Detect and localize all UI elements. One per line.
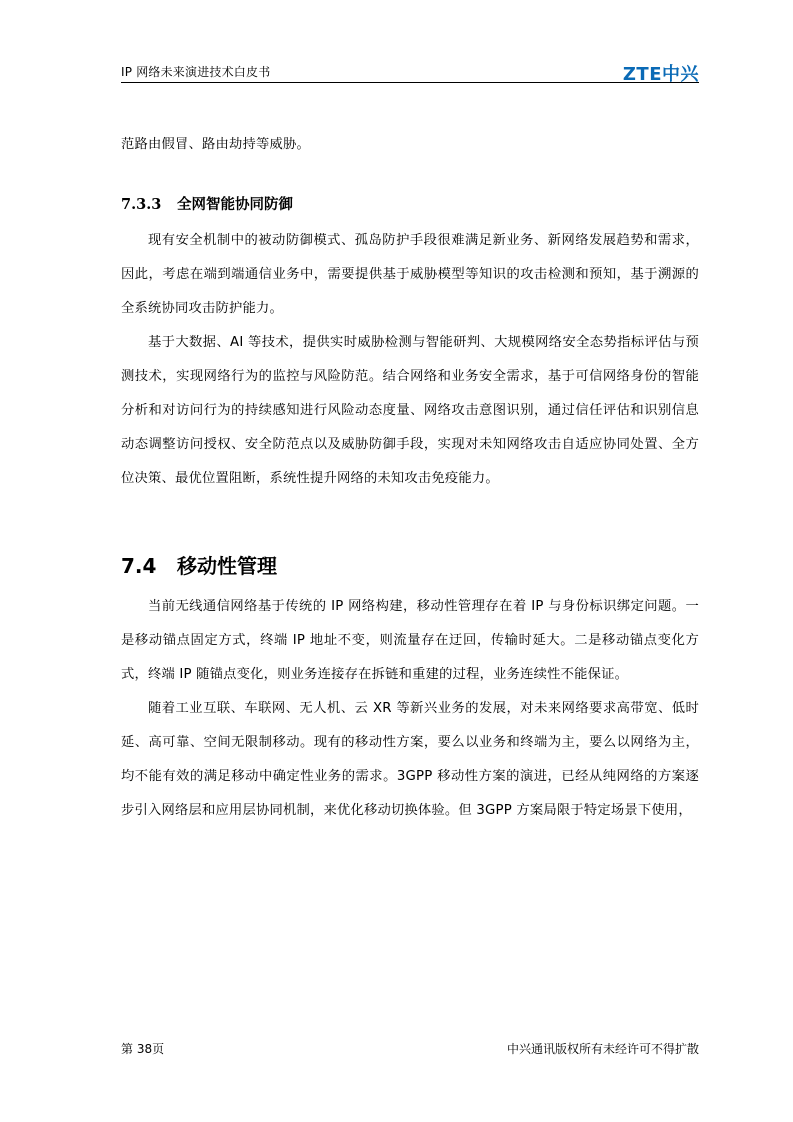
section-title: 移动性管理 xyxy=(177,554,277,578)
section-heading-7-3-3 xyxy=(121,188,699,222)
paragraph: 基于大数据、AI 等技术，提供实时威胁检测与智能研判、大规模网络安全态势指标评估与预测技术，实现网络行为的监控与风险防范。结合网络和业务安全需求，基于可信网络身份的智能分析和对访问行为的持续感知进行风险动态度量、网络攻击意图识别，通过信任评估和识别信息动态调整访问授权、安全防范点以及威胁防御手段，实现对未知网络攻击自适应协同处置、全方位决策、最优位置阻断，系统性提升网络的未知攻击免疫能力。 xyxy=(121,335,699,486)
paragraph: 当前无线通信网络基于传统的 IP 网络构建，移动性管理存在着 IP 与身份标识绑定问题。一是移动锚点固定方式，终端 IP 地址不变，则流量存在迂回，传输时延大。二是移动锚点变化方式，终端 IP 随锚点变化，则业务连接存在拆链和重建的过程，业务连续性不能保证。 xyxy=(121,599,699,682)
zte-logo: ZTE中兴 xyxy=(622,64,699,85)
page-number: 第 38页 xyxy=(121,1042,165,1056)
section-number: 7.4 xyxy=(121,554,157,578)
paragraph: 随着工业互联、车联网、无人机、云 XR 等新兴业务的发展，对未来网络要求高带宽、低时延、高可靠、空间无限制移动。现有的移动性方案，要么以业务和终端为主，要么以网络为主，均不能有效的满足移动中确定性业务的需求。3GPP 移动性方案的演进，已经从纯网络的方案逐步引入网络层和应用层协同机制，来优化移动切换体验。但 3GPP 方案局限于特定场景下使用， xyxy=(121,701,699,818)
continuation-paragraph: 范路由假冒、路由劫持等威胁。 xyxy=(121,137,310,152)
header-divider xyxy=(121,82,699,83)
section-number: 7.3.3 xyxy=(121,196,162,213)
section-title: 全网智能协同防御 xyxy=(177,197,293,213)
document-title: IP 网络未来演进技术白皮书 xyxy=(121,65,271,79)
section-heading-7-4 xyxy=(121,546,699,586)
page-content xyxy=(121,128,699,828)
paragraph: 现有安全机制中的被动防御模式、孤岛防护手段很难满足新业务、新网络发展趋势和需求，因此，考虑在端到端通信业务中，需要提供基于威胁模型等知识的攻击检测和预知，基于溯源的全系统协同攻击防护能力。 xyxy=(121,233,699,316)
copyright-notice: 中兴通讯版权所有未经许可不得扩散 xyxy=(506,1042,699,1056)
